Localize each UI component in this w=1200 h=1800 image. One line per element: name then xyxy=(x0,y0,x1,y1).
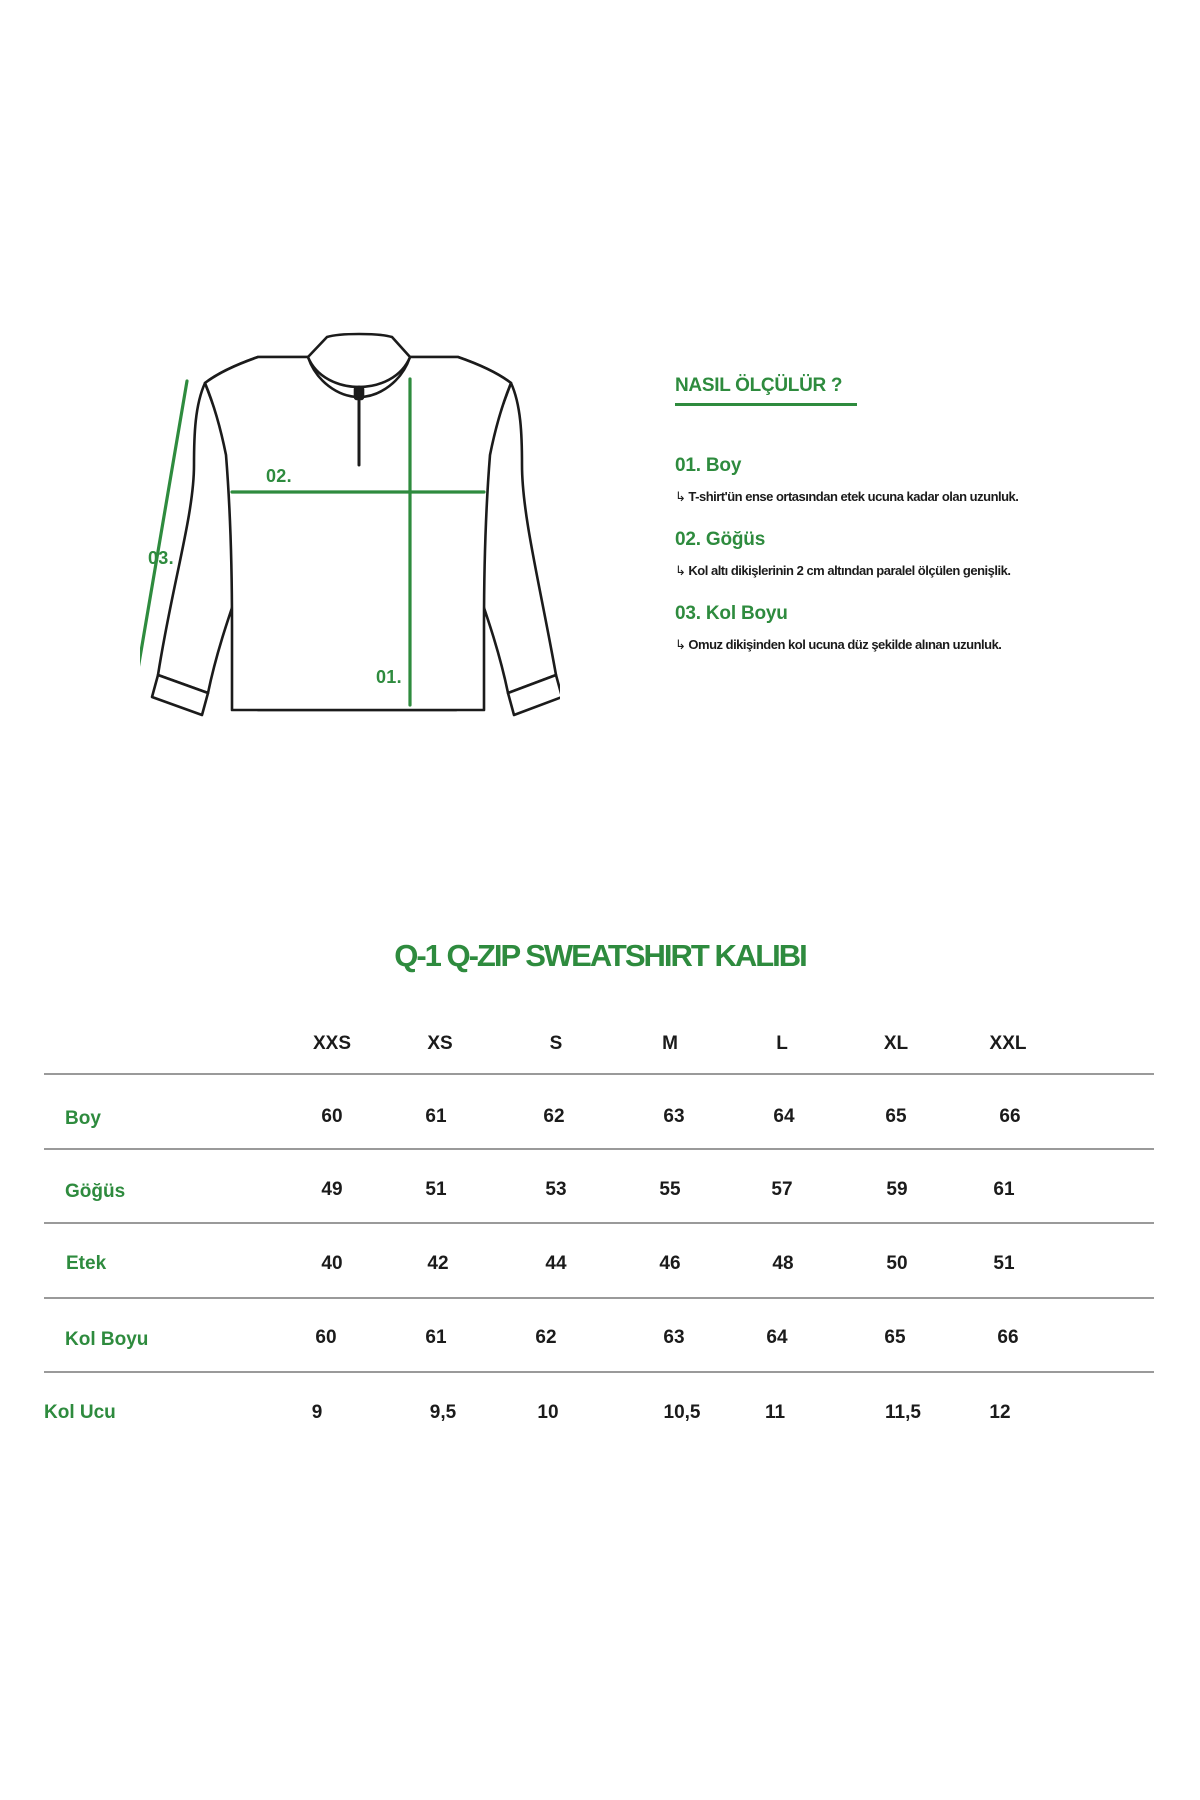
table-cell: 55 xyxy=(659,1179,681,1200)
step-sleeve xyxy=(675,603,1155,653)
table-cell: 65 xyxy=(884,1327,906,1348)
table-cell: 63 xyxy=(663,1106,685,1127)
row-label-kol-ucu: Kol Ucu xyxy=(44,1402,116,1423)
table-cell: 51 xyxy=(425,1179,447,1200)
table-cell: 61 xyxy=(425,1106,447,1127)
row-divider xyxy=(44,1148,1154,1150)
arrow-icon: ↳ xyxy=(675,637,686,652)
size-header-xl: XL xyxy=(883,1033,909,1054)
row-divider xyxy=(44,1371,1154,1373)
table-cell: 62 xyxy=(535,1327,557,1348)
table-cell: 61 xyxy=(425,1327,447,1348)
garment-measurement-diagram xyxy=(140,325,560,745)
quarter-zip-sweatshirt-icon xyxy=(140,325,560,745)
step-length xyxy=(675,455,1155,505)
table-cell: 57 xyxy=(771,1179,793,1200)
size-header-l: L xyxy=(776,1033,788,1054)
step-description xyxy=(675,637,1155,653)
table-cell: 64 xyxy=(766,1327,788,1348)
step-description xyxy=(675,489,1155,505)
table-cell: 49 xyxy=(321,1179,343,1200)
table-cell: 11 xyxy=(764,1402,786,1423)
how-to-measure-panel xyxy=(675,375,1155,652)
arrow-icon: ↳ xyxy=(675,489,686,504)
table-cell: 51 xyxy=(993,1253,1015,1274)
step-description-text: T-shirt'ün ense ortasından etek ucuna kadar olan uzunluk. xyxy=(688,489,1019,504)
size-header-m: M xyxy=(662,1033,678,1054)
title-underline xyxy=(675,403,857,406)
row-label-boy: Boy xyxy=(65,1108,101,1129)
row-divider xyxy=(44,1297,1154,1299)
table-cell: 9 xyxy=(311,1402,323,1423)
table-cell: 65 xyxy=(885,1106,907,1127)
table-cell: 61 xyxy=(993,1179,1015,1200)
table-cell: 50 xyxy=(886,1253,908,1274)
size-header-xxs: XXS xyxy=(312,1033,352,1054)
table-cell: 62 xyxy=(543,1106,565,1127)
table-cell: 9,5 xyxy=(429,1402,457,1423)
size-header-xxl: XXL xyxy=(989,1033,1027,1054)
table-cell: 66 xyxy=(999,1106,1021,1127)
table-cell: 12 xyxy=(989,1402,1011,1423)
table-cell: 46 xyxy=(659,1253,681,1274)
size-table xyxy=(44,1015,1154,1455)
size-header-xs: XS xyxy=(427,1033,453,1054)
step-description-text: Kol altı dikişlerinin 2 cm altından paralel ölçülen genişlik. xyxy=(688,563,1011,578)
table-cell: 11,5 xyxy=(885,1402,921,1423)
size-chart-title: Q-1 Q-ZIP SWEATSHIRT KALIBI xyxy=(394,938,806,973)
table-cell: 40 xyxy=(321,1253,343,1274)
table-cell: 10 xyxy=(537,1402,559,1423)
size-header-s: S xyxy=(549,1033,563,1054)
sleeve-label: 03. xyxy=(148,548,174,568)
step-title: 02. Göğüs xyxy=(675,529,766,550)
row-label-kol-boyu: Kol Boyu xyxy=(65,1329,149,1350)
table-cell: 63 xyxy=(663,1327,685,1348)
table-cell: 66 xyxy=(997,1327,1019,1348)
row-label-gogus: Göğüs xyxy=(65,1181,126,1202)
table-cell: 53 xyxy=(545,1179,567,1200)
step-description-text: Omuz dikişinden kol ucuna düz şekilde alınan uzunluk. xyxy=(688,637,1002,652)
step-title: 01. Boy xyxy=(675,455,742,476)
table-cell: 59 xyxy=(886,1179,908,1200)
step-title: 03. Kol Boyu xyxy=(675,603,788,624)
row-divider xyxy=(44,1073,1154,1075)
table-cell: 44 xyxy=(545,1253,567,1274)
chest-label: 02. xyxy=(266,466,292,486)
row-divider xyxy=(44,1222,1154,1224)
table-cell: 60 xyxy=(321,1106,343,1127)
arrow-icon: ↳ xyxy=(675,563,686,578)
row-label-etek: Etek xyxy=(66,1253,107,1274)
table-cell: 64 xyxy=(773,1106,795,1127)
step-description xyxy=(675,563,1155,579)
table-cell: 60 xyxy=(315,1327,337,1348)
table-cell: 48 xyxy=(772,1253,794,1274)
table-cell: 42 xyxy=(427,1253,449,1274)
table-cell: 10,5 xyxy=(663,1402,701,1423)
how-to-measure-title: NASIL ÖLÇÜLÜR ? xyxy=(675,375,843,396)
step-chest xyxy=(675,529,1155,579)
length-label: 01. xyxy=(376,667,402,687)
